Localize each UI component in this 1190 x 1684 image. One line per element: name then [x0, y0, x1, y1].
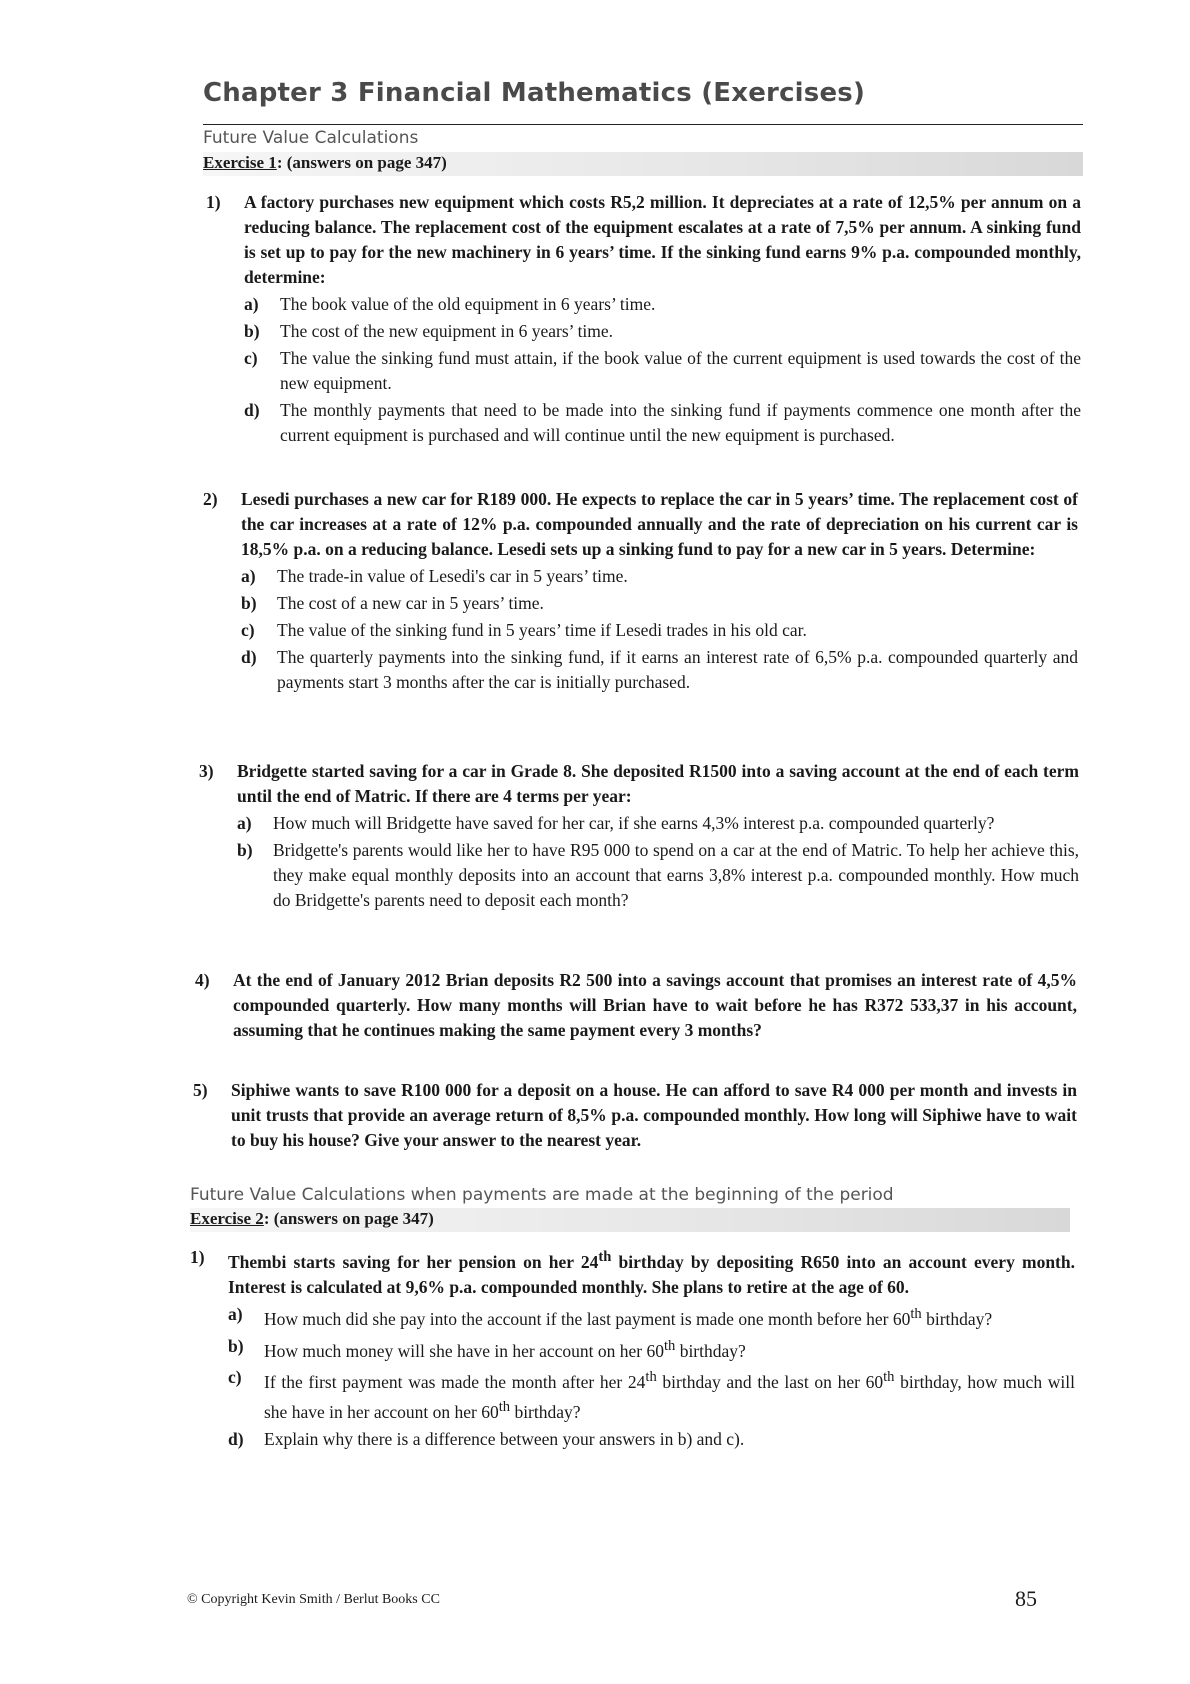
part-letter: d)	[244, 400, 260, 420]
part-letter: a)	[228, 1303, 243, 1324]
question-stem: Bridgette started saving for a car in Grade 8. She deposited R1500 into a saving account at the end of each term until the end of Matric. If there are 4 terms per year:	[237, 761, 1079, 806]
question-part: b) How much money will she have in her account on her 60th birthday?	[228, 1335, 746, 1361]
question-stem: Thembi starts saving for her pension on her 24th birthday by depositing R650 into an account every month. Interest is calculated at 9,6% p.a. compounded monthly. She plans to retire at the age of 60.	[228, 1249, 1075, 1297]
exercise-1-bar	[203, 152, 1083, 176]
question-part	[244, 319, 1081, 344]
question-part: c) If the first payment was made the month after her 24th birthday and the last on her 60th birthday, how much will she have in her account on her 60th birthday?	[228, 1367, 1075, 1423]
section-heading-beginning-of-period: Future Value Calculations when payments are made at the beginning of the period	[190, 1185, 894, 1205]
question-5	[193, 1078, 1077, 1153]
question-part: a) How much did she pay into the account if the last payment is made one month before her 60th birthday?	[228, 1303, 993, 1329]
part-letter: c)	[244, 348, 258, 368]
part-letter: c)	[228, 1367, 242, 1388]
part-text: How much will Bridgette have saved for her car, if she earns 4,3% interest p.a. compounded quarterly?	[273, 813, 995, 833]
question-number: 5)	[193, 1080, 208, 1100]
part-letter: a)	[237, 813, 252, 833]
question-part	[244, 346, 1081, 396]
part-text: The quarterly payments into the sinking fund, if it earns an interest rate of 6,5% p.a. compounded quarterly and payments start 3 months after the car is initially purchased.	[277, 647, 1078, 692]
part-letter: d)	[241, 647, 257, 667]
question-part	[244, 398, 1081, 448]
part-text: The cost of the new equipment in 6 years’ time.	[280, 321, 614, 341]
question-part	[244, 292, 1081, 317]
exercise-2-name: Exercise 2	[190, 1209, 264, 1228]
exercise-2-bar	[190, 1208, 1070, 1232]
question-part	[241, 618, 1078, 643]
question-number: 4)	[195, 970, 210, 990]
section-heading-future-value: Future Value Calculations	[203, 128, 419, 148]
question-3	[199, 759, 1079, 913]
part-letter: c)	[241, 620, 255, 640]
question-stem: Siphiwe wants to save R100 000 for a deposit on a house. He can afford to save R4 000 per month and invests in unit trusts that provide an average return of 8,5% p.a. compounded monthly. How long will Siphiwe have to wait to buy his house? Give your answer to the nearest year.	[231, 1080, 1077, 1150]
part-text: The value of the sinking fund in 5 years’ time if Lesedi trades in his old car.	[277, 620, 807, 640]
question-part	[237, 811, 1079, 836]
part-letter: b)	[241, 593, 257, 613]
title-rule	[203, 124, 1083, 125]
chapter-title: Chapter 3 Financial Mathematics (Exercises)	[203, 78, 866, 108]
part-text: The trade-in value of Lesedi's car in 5 years’ time.	[277, 566, 628, 586]
exercise-1-name: Exercise 1	[203, 153, 277, 172]
part-text: The value the sinking fund must attain, if the book value of the current equipment is used towards the cost of the new equipment.	[280, 348, 1081, 393]
question-number: 3)	[199, 761, 214, 781]
exercise-2-note: : (answers on page 347)	[263, 1209, 434, 1228]
question-stem: A factory purchases new equipment which costs R5,2 million. It depreciates at a rate of 12,5% per annum on a reducing balance. The replacement cost of the equipment escalates at a rate of 7,5% per annum. A sinking fund is set up to pay for the new machinery in 6 years’ time. If the sinking fund earns 9% p.a. compounded monthly, determine:	[244, 192, 1081, 287]
question-part	[237, 838, 1079, 913]
question-part	[241, 564, 1078, 589]
question-number: 1)	[206, 192, 221, 212]
part-letter: d)	[228, 1429, 244, 1450]
question-number: 2)	[203, 489, 218, 509]
part-letter: b)	[244, 321, 260, 341]
part-text: The book value of the old equipment in 6 years’ time.	[280, 294, 656, 314]
question-part: d) Explain why there is a difference between your answers in b) and c).	[228, 1427, 1075, 1452]
part-letter: b)	[237, 840, 253, 860]
part-text: The monthly payments that need to be made into the sinking fund if payments commence one month after the current equipment is purchased and will continue until the new equipment is purchased.	[280, 400, 1081, 445]
page-number: 85	[1015, 1586, 1037, 1611]
question-part	[241, 645, 1078, 695]
exercise-2-question-1	[190, 1245, 1075, 1452]
exercise-2-label	[190, 1209, 434, 1229]
part-letter: a)	[244, 294, 259, 314]
question-stem: Lesedi purchases a new car for R189 000. He expects to replace the car in 5 years’ time. The replacement cost of the car increases at a rate of 12% p.a. compounded annually and the rate of depreciation on his current car is 18,5% p.a. on a reducing balance. Lesedi sets up a sinking fund to pay for a new car in 5 years. Determine:	[241, 489, 1078, 559]
part-text: Bridgette's parents would like her to have R95 000 to spend on a car at the end of Matric. To help her achieve this, they make equal monthly deposits into an account that earns 3,8% interest p.a. compounded monthly. How much do Bridgette's parents need to deposit each month?	[273, 840, 1079, 910]
exercise-1-label	[203, 153, 447, 173]
exercise-1-note: : (answers on page 347)	[276, 153, 447, 172]
question-1	[206, 190, 1081, 448]
question-2	[203, 487, 1078, 695]
footer-copyright: © Copyright Kevin Smith / Berlut Books CC	[187, 1592, 440, 1607]
question-4	[195, 968, 1077, 1043]
question-number: 1)	[190, 1247, 205, 1267]
part-letter: a)	[241, 566, 256, 586]
part-text: The cost of a new car in 5 years’ time.	[277, 593, 544, 613]
question-part	[241, 591, 1078, 616]
part-letter: b)	[228, 1335, 244, 1356]
question-stem: At the end of January 2012 Brian deposits R2 500 into a savings account that promises an interest rate of 4,5% compounded quarterly. How many months will Brian have to wait before he has R372 533,37 in his account, assuming that he continues making the same payment every 3 months?	[233, 970, 1077, 1040]
